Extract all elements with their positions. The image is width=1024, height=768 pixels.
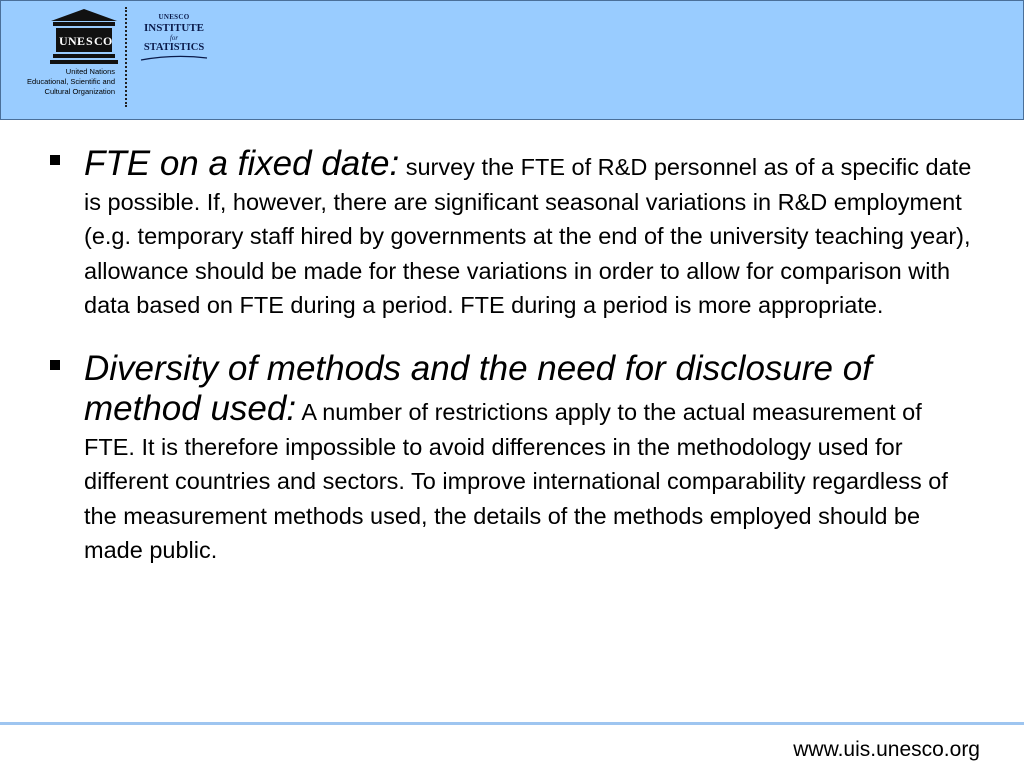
svg-text:N: N xyxy=(68,34,77,48)
footer-divider xyxy=(0,722,1024,725)
un-line-1: United Nations xyxy=(65,67,115,76)
uis-institute-label: INSTITUTE xyxy=(144,22,204,34)
bullet-item xyxy=(46,349,976,568)
uis-statistics-label: STATISTICS xyxy=(143,42,205,53)
bullet-title: Diversity of methods and the need for disclosure of method used: xyxy=(84,348,872,428)
slide-content xyxy=(46,144,976,594)
bullet-title: FTE on a fixed date: xyxy=(84,144,400,183)
uis-unesco-label: UNESCO xyxy=(158,13,190,21)
unesco-temple-logo-icon xyxy=(49,7,119,67)
bullet-item xyxy=(46,144,976,323)
square-bullet-icon xyxy=(50,360,60,370)
svg-text:S: S xyxy=(86,34,93,48)
un-line-2: Educational, Scientific and xyxy=(27,77,115,86)
un-organization-name xyxy=(5,67,115,97)
square-bullet-icon xyxy=(50,155,60,165)
uis-swoosh-icon xyxy=(139,55,209,61)
uis-for-label: for xyxy=(169,34,179,42)
uis-logo xyxy=(135,13,213,61)
un-line-3: Cultural Organization xyxy=(44,87,115,96)
header-banner xyxy=(0,0,1024,120)
bullet-text xyxy=(84,144,976,323)
bullet-body: survey the FTE of R&D personnel as of a specific date is possible. If, however, there are significant seasonal variations in R&D employment (e.g. temporary staff hired by governments at the end of the university teaching year), allowance should be made for these variations in order to allow for comparison with data based on FTE during a period. FTE during a period is more appropriate. xyxy=(84,154,972,318)
footer-url: www.uis.unesco.org xyxy=(793,738,980,761)
svg-text:E: E xyxy=(77,34,86,48)
svg-text:U: U xyxy=(59,34,68,48)
svg-text:O: O xyxy=(103,34,113,48)
bullet-body: A number of restrictions apply to the actual measurement of FTE. It is therefore impossible to avoid differences in the methodology used for different countries and sectors. To improve international comparability regardless of the measurement methods used, the details of the methods employed should be made public. xyxy=(84,399,948,563)
svg-text:C: C xyxy=(94,34,103,48)
bullet-text xyxy=(84,349,976,568)
logo-separator xyxy=(125,7,127,107)
